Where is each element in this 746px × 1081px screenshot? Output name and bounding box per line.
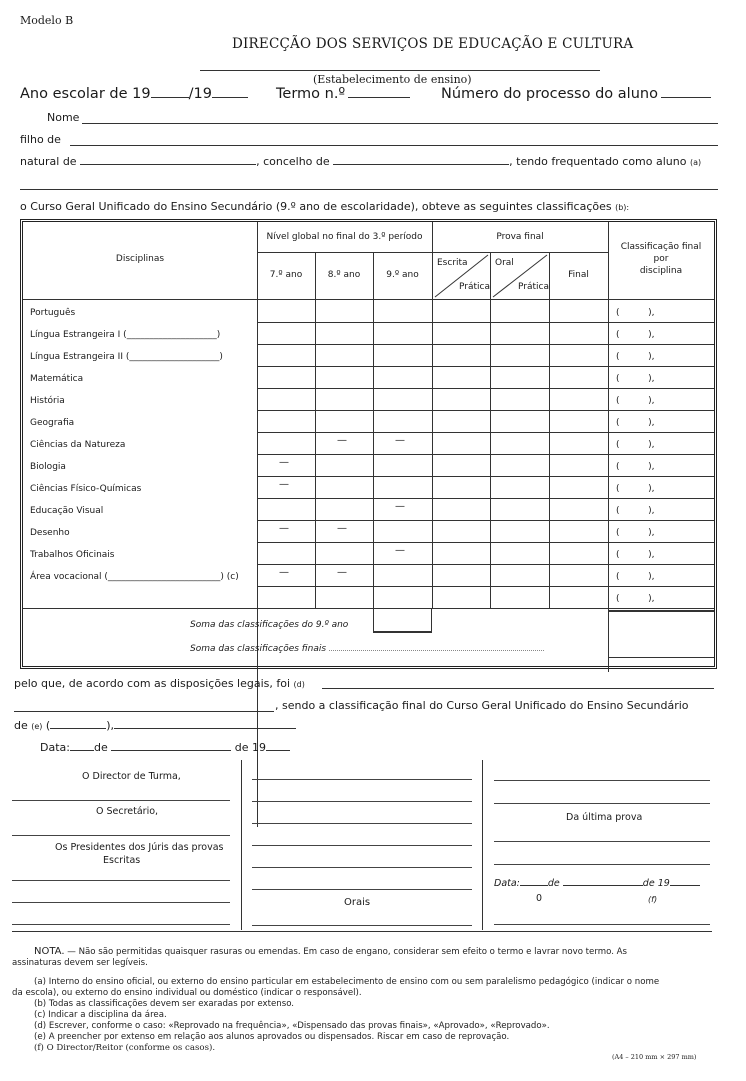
director-turma-sign[interactable] [12, 800, 230, 801]
last-exam-sign-2[interactable] [494, 803, 710, 804]
grade-cell[interactable] [549, 498, 608, 520]
signature-divider-1 [241, 760, 242, 930]
grade-cell[interactable] [432, 322, 490, 344]
grade-cell[interactable] [432, 366, 490, 388]
grade-cell[interactable] [257, 586, 315, 608]
grade-cell[interactable] [257, 344, 315, 366]
grade-cell[interactable] [315, 432, 373, 454]
written-header: Escrita [437, 258, 468, 268]
nota-line-2: assinaturas devem ser legíveis. [12, 958, 148, 968]
grade-cell[interactable] [257, 432, 315, 454]
date-de-1: de [93, 741, 108, 754]
final-grade-number-field[interactable] [50, 728, 106, 729]
grade-cell[interactable] [549, 476, 608, 498]
table-row [23, 498, 714, 520]
note-c: (c) Indicar a disciplina da área. [34, 1010, 167, 1020]
grade-cell[interactable] [549, 586, 608, 608]
discipline-label: Ciências da Natureza [30, 440, 126, 450]
final-classification-field[interactable]: ( ), [616, 506, 655, 516]
grade-cell[interactable] [373, 476, 432, 498]
paper-size: (A4 – 210 mm × 297 mm) [612, 1053, 697, 1061]
not-applicable-dash: — [279, 479, 289, 490]
discipline-label: Português [30, 308, 76, 318]
not-applicable-dash: — [395, 545, 405, 556]
sum-top [23, 608, 608, 609]
grade-cell[interactable] [315, 542, 373, 564]
grade-cell[interactable] [432, 300, 490, 322]
grade-cell[interactable] [257, 498, 315, 520]
not-applicable-dash: — [395, 501, 405, 512]
grade-cell[interactable] [432, 432, 490, 454]
grade-cell[interactable] [257, 520, 315, 542]
discipline-label: Ciências Físico-Químicas [30, 484, 142, 494]
nota-line-1 [34, 946, 627, 957]
grade-cell[interactable] [315, 498, 373, 520]
date-day-field[interactable] [70, 750, 94, 751]
grade-cell[interactable] [373, 498, 432, 520]
county-field[interactable] [333, 164, 509, 165]
discipline-label: História [30, 396, 65, 406]
grade-cell[interactable] [257, 542, 315, 564]
school-year-label: Ano escolar de 19 [20, 86, 151, 102]
final-classification-field[interactable]: ( ), [616, 462, 655, 472]
note-b: (b) Todas as classificações devem ser exaradas por extenso. [34, 999, 295, 1009]
date-month-field[interactable] [111, 750, 231, 751]
name-field[interactable] [82, 123, 718, 124]
school-year-start-field[interactable] [151, 97, 189, 98]
not-applicable-dash: — [279, 457, 289, 468]
written-sign-2[interactable] [12, 902, 230, 903]
last-exam-label: Da última prova [566, 812, 643, 823]
grade-cell[interactable] [490, 498, 549, 520]
process-number-label: Número do processo do aluno [441, 86, 658, 102]
grade-cell[interactable] [373, 322, 432, 344]
term-field[interactable] [348, 97, 410, 98]
grade-cell[interactable] [490, 300, 549, 322]
jury-presidents-label: Os Presidentes dos Júris das provas [55, 842, 224, 853]
date-row [40, 741, 290, 754]
table-row [23, 432, 714, 454]
result-line-3 [14, 719, 296, 732]
attended-as-field[interactable] [20, 189, 718, 190]
grade-cell[interactable] [257, 410, 315, 432]
written-sign-3[interactable] [12, 924, 230, 925]
grade-cell[interactable] [373, 344, 432, 366]
nota-label: NOTA. [34, 946, 65, 957]
county-label: , concelho de [256, 155, 330, 168]
final-classification-field[interactable]: ( ), [616, 352, 655, 362]
grade-cell[interactable] [373, 586, 432, 608]
discipline-label: Desenho [30, 528, 70, 538]
grade-cell[interactable] [257, 388, 315, 410]
last-exam-date-row [494, 878, 700, 889]
grade-cell[interactable] [432, 586, 490, 608]
process-row [441, 86, 711, 102]
grade-cell[interactable] [373, 542, 432, 564]
oral-sign-7[interactable] [252, 925, 472, 926]
discipline-label: Educação Visual [30, 506, 104, 516]
page-title: DIRECÇÃO DOS SERVIÇOS DE EDUCAÇÃO E CULTURA [232, 36, 634, 52]
final-grade-words-field[interactable] [114, 728, 296, 729]
date-year-field[interactable] [266, 750, 290, 751]
diagonal-oral [491, 253, 549, 299]
sum-final-label [190, 644, 544, 654]
attended-note: (a) [689, 158, 702, 167]
result-field[interactable] [322, 688, 714, 689]
grade-cell[interactable] [490, 564, 549, 586]
final-classification-field[interactable]: ( ), [616, 374, 655, 384]
grade-cell[interactable] [257, 300, 315, 322]
grade-cell[interactable] [490, 388, 549, 410]
grade-cell[interactable] [549, 454, 608, 476]
grade-cell[interactable] [549, 300, 608, 322]
grade-cell[interactable] [257, 322, 315, 344]
grade-cell[interactable] [432, 388, 490, 410]
final-classification-field[interactable]: ( ), [616, 484, 655, 494]
oral-sign-6[interactable] [252, 889, 472, 890]
school-year-end-field[interactable] [212, 97, 248, 98]
grade-cell[interactable] [490, 542, 549, 564]
grade-cell[interactable] [432, 344, 490, 366]
oral-sign-3[interactable] [252, 823, 472, 824]
grade-cell[interactable] [373, 564, 432, 586]
grade-cell[interactable] [432, 564, 490, 586]
not-applicable-dash: — [337, 435, 347, 446]
born-row [20, 155, 701, 168]
grade-cell[interactable] [257, 366, 315, 388]
zero-mark: 0 [536, 893, 543, 904]
grade-cell[interactable] [549, 410, 608, 432]
grade-cell[interactable] [490, 454, 549, 476]
oral-header: Oral [495, 258, 514, 268]
not-applicable-dash: — [337, 523, 347, 534]
oral-sign-2[interactable] [252, 801, 472, 802]
course-note: (b): [615, 203, 630, 212]
practical-header-1: Prática [459, 282, 490, 292]
sum-final-box-top [608, 657, 714, 658]
note-f: (f) O Director/Reitor (conforme os casos). [34, 1043, 216, 1053]
final-class-header-2: por [653, 254, 669, 264]
grade-cell[interactable] [373, 432, 432, 454]
final-header: Final [568, 270, 589, 280]
note-e: (e) A preencher por extenso em relação aos alunos aprovados ou dispensados. Riscar em caso de reprovação. [34, 1032, 510, 1042]
director-reitor-sign[interactable] [494, 924, 710, 925]
nota-text: — Não são permitidas quaisquer rasuras ou emendas. Em caso de engano, considerar sem efeito o termo e lavrar novo termo. As [64, 947, 628, 957]
grade-cell[interactable] [490, 586, 549, 608]
grade-cell[interactable] [373, 366, 432, 388]
result-line-2: , sendo a classificação final do Curso Geral Unificado do Ensino Secundário [275, 699, 689, 712]
year-8-header: 8.º ano [327, 270, 361, 280]
establishment-caption: (Estabelecimento de ensino) [313, 73, 472, 86]
table-row [23, 586, 714, 608]
table-row [23, 476, 714, 498]
process-number-field[interactable] [661, 97, 711, 98]
son-of-field[interactable] [70, 145, 718, 146]
paren-open: ( [45, 719, 51, 732]
grade-cell[interactable] [490, 520, 549, 542]
oral-sign-4[interactable] [252, 845, 472, 846]
table-row [23, 322, 714, 344]
table-row [23, 520, 714, 542]
diagonal-written [433, 253, 490, 299]
final-classification-field[interactable]: ( ), [616, 330, 655, 340]
last-exam-month-field[interactable] [563, 885, 643, 886]
table-row [23, 300, 714, 322]
disciplines-header: Disciplinas [115, 254, 165, 264]
discipline-label: Língua Estrangeira I (____________________) [30, 330, 221, 340]
grade-cell[interactable] [315, 300, 373, 322]
signature-divider-2 [482, 760, 483, 930]
sum-9th-box[interactable] [373, 608, 432, 633]
last-exam-sign-4[interactable] [494, 864, 710, 865]
final-classification-field[interactable]: ( ), [616, 418, 655, 428]
practical-header-2: Prática [518, 282, 549, 292]
note-d: (d) Escrever, conforme o caso: «Reprovado na frequência», «Dispensado das provas finais», «Aprovado», «Reprovado». [34, 1021, 550, 1031]
grade-cell[interactable] [373, 454, 432, 476]
school-year-row [20, 86, 248, 102]
grade-cell[interactable] [315, 388, 373, 410]
final-classification-field[interactable]: ( ), [616, 440, 655, 450]
not-applicable-dash: — [279, 567, 289, 578]
grade-cell[interactable] [490, 366, 549, 388]
grade-cell[interactable] [432, 454, 490, 476]
name-label: Nome [47, 111, 80, 124]
grade-cell[interactable] [373, 520, 432, 542]
grades-table [20, 219, 717, 669]
director-turma-label: O Director de Turma, [82, 771, 181, 782]
grade-cell[interactable] [315, 322, 373, 344]
school-year-sep: /19 [188, 86, 212, 102]
last-exam-sign-3[interactable] [494, 841, 710, 842]
secretary-sign[interactable] [12, 835, 230, 836]
grade-cell[interactable] [315, 344, 373, 366]
sum-9th-label: Soma das classificações do 9.º ano [190, 620, 349, 630]
grade-cell[interactable] [549, 344, 608, 366]
last-exam-year-field[interactable] [670, 885, 700, 886]
grade-cell[interactable] [432, 498, 490, 520]
grade-cell[interactable] [490, 344, 549, 366]
last-exam-day-field[interactable] [520, 885, 548, 886]
f-note-mark: (f) [648, 895, 658, 904]
result-line-1 [14, 677, 305, 690]
secretary-label: O Secretário, [96, 806, 159, 817]
grade-cell[interactable] [549, 542, 608, 564]
grade-cell[interactable] [315, 476, 373, 498]
table-row [23, 564, 714, 586]
final-classification-field[interactable]: ( ), [616, 594, 655, 604]
grade-cell[interactable] [549, 322, 608, 344]
grade-cell[interactable] [315, 564, 373, 586]
table-row [23, 344, 714, 366]
son-of-label: filho de [20, 133, 61, 146]
last-exam-de-1: de [547, 878, 560, 889]
last-exam-sign-1[interactable] [494, 780, 710, 781]
born-in-label: natural de [20, 155, 77, 168]
sum-final-dots [329, 650, 544, 651]
last-exam-de-2: de 19 [642, 878, 670, 889]
date-label: Data: [40, 741, 70, 754]
grade-cell[interactable] [257, 454, 315, 476]
grade-cell[interactable] [373, 388, 432, 410]
de-label: de [14, 719, 28, 732]
grade-cell[interactable] [549, 520, 608, 542]
table-row [23, 542, 714, 564]
discipline-label: Área vocacional (_________________________) (c) [30, 572, 239, 582]
term-row [276, 86, 410, 102]
orals-label: Orais [344, 897, 371, 908]
not-applicable-dash: — [395, 435, 405, 446]
result-text-1: pelo que, de acordo com as disposições legais, foi [14, 677, 291, 690]
signature-bottom [12, 931, 712, 932]
final-classification-field[interactable]: ( ), [616, 572, 655, 582]
grade-cell[interactable] [549, 432, 608, 454]
note-a-1: (a) Interno do ensino oficial, ou externo do ensino particular em estabelecimento de ensino com ou sem paralelismo pedagógico (indicar o nome [34, 977, 660, 987]
not-applicable-dash: — [337, 567, 347, 578]
result-note-d: (d) [293, 680, 305, 689]
table-row [23, 410, 714, 432]
grade-cell[interactable] [315, 366, 373, 388]
grade-cell[interactable] [549, 564, 608, 586]
grade-cell[interactable] [490, 322, 549, 344]
grade-cell[interactable] [432, 542, 490, 564]
final-classification-field[interactable]: ( ), [616, 528, 655, 538]
table-row [23, 366, 714, 388]
final-class-header-1: Classificação final [620, 242, 702, 252]
final-exam-header: Prova final [496, 232, 544, 242]
discipline-label: Língua Estrangeira II (____________________) [30, 352, 223, 362]
result-continuation-field[interactable] [14, 711, 274, 712]
final-classification-field[interactable]: ( ), [616, 308, 655, 318]
grade-cell[interactable] [315, 454, 373, 476]
grade-cell[interactable] [432, 476, 490, 498]
year-7-header: 7.º ano [269, 270, 303, 280]
oral-sign-1[interactable] [252, 779, 472, 780]
grade-cell[interactable] [490, 410, 549, 432]
grade-cell[interactable] [490, 476, 549, 498]
table-row [23, 388, 714, 410]
oral-sign-5[interactable] [252, 867, 472, 868]
grade-cell[interactable] [432, 410, 490, 432]
classif-sum-top [608, 610, 714, 612]
result-note-e: (e) [31, 722, 43, 731]
course-sentence-row [20, 200, 629, 213]
written-sign-1[interactable] [12, 880, 230, 881]
grade-cell[interactable] [257, 564, 315, 586]
grade-cell[interactable] [490, 432, 549, 454]
grade-cell[interactable] [257, 476, 315, 498]
final-class-header-3: disciplina [639, 266, 683, 276]
table-row [23, 454, 714, 476]
sum-final-text: Soma das classificações finais [190, 644, 327, 654]
term-label: Termo n.º [276, 86, 346, 102]
final-classification-field[interactable]: ( ), [616, 396, 655, 406]
discipline-label: Trabalhos Oficinais [30, 550, 115, 560]
discipline-label: Biologia [30, 462, 66, 472]
attended-label: , tendo frequentado como aluno [509, 155, 687, 168]
grade-cell[interactable] [432, 520, 490, 542]
grade-cell[interactable] [373, 410, 432, 432]
final-classification-field[interactable]: ( ), [616, 550, 655, 560]
grade-cell[interactable] [549, 366, 608, 388]
grade-cell[interactable] [315, 520, 373, 542]
model-label: Modelo B [20, 14, 74, 27]
course-sentence: o Curso Geral Unificado do Ensino Secundário (9.º ano de escolaridade), obteve as seguintes classificações [20, 200, 612, 213]
paren-close: ), [106, 719, 115, 732]
note-a-2: da escola), ou externo do ensino individual ou doméstico (indicar o responsável). [12, 988, 362, 998]
born-in-field[interactable] [80, 164, 256, 165]
last-exam-date-label: Data: [494, 878, 520, 889]
written-label: Escritas [103, 855, 141, 866]
establishment-field[interactable] [200, 70, 600, 71]
grade-cell[interactable] [315, 586, 373, 608]
grade-cell[interactable] [315, 410, 373, 432]
year-9-header: 9.º ano [386, 270, 419, 280]
global-level-header: Nível global no final do 3.º período [266, 232, 423, 242]
not-applicable-dash: — [279, 523, 289, 534]
grade-cell[interactable] [373, 300, 432, 322]
grade-cell[interactable] [549, 388, 608, 410]
date-de-2: de 19 [234, 741, 266, 754]
discipline-label: Matemática [30, 374, 84, 384]
discipline-label: Geografia [30, 418, 75, 428]
